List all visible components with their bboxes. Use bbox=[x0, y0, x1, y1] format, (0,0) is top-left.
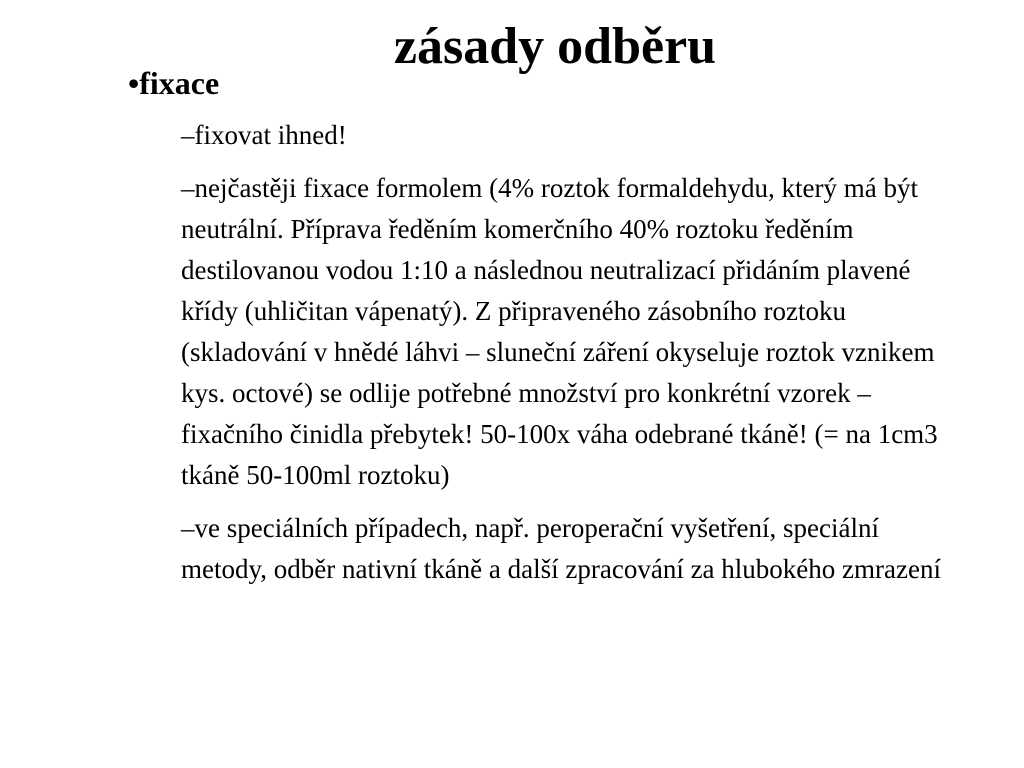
sub-bullet-specialni-pripady: –ve speciálních případech, např. peroperační vyšetření, speciální metody, odběr nativní tkáně a další zpracování za hlubokého zmrazení bbox=[181, 513, 941, 584]
bullet-fixace: •fixace bbox=[128, 65, 220, 101]
slide-title: zásady odběru bbox=[393, 18, 717, 75]
sub-bullet-fixovat-ihned: –fixovat ihned! bbox=[181, 120, 347, 150]
sub-bullet-formol-fixace: –nejčastěji fixace formolem (4% roztok formaldehydu, který má být neutrální. Příprava ředěním komerčního 40% roztoku ředěním destilovanou vodou 1:10 a následnou neutralizací přidáním plavené křídy (uhličitan vápenatý). Z připraveného zásobního roztoku (skladování v hnědé láhvi – sluneční záření okyseluje roztok vznikem kys. octové) se odlije potřebné množství pro konkrétní vzorek – fixačního činidla přebytek! 50-100x váha odebrané tkáně! (= na 1cm3 tkáně 50-100ml roztoku) bbox=[181, 173, 938, 490]
sub-bullet-list bbox=[181, 115, 971, 602]
